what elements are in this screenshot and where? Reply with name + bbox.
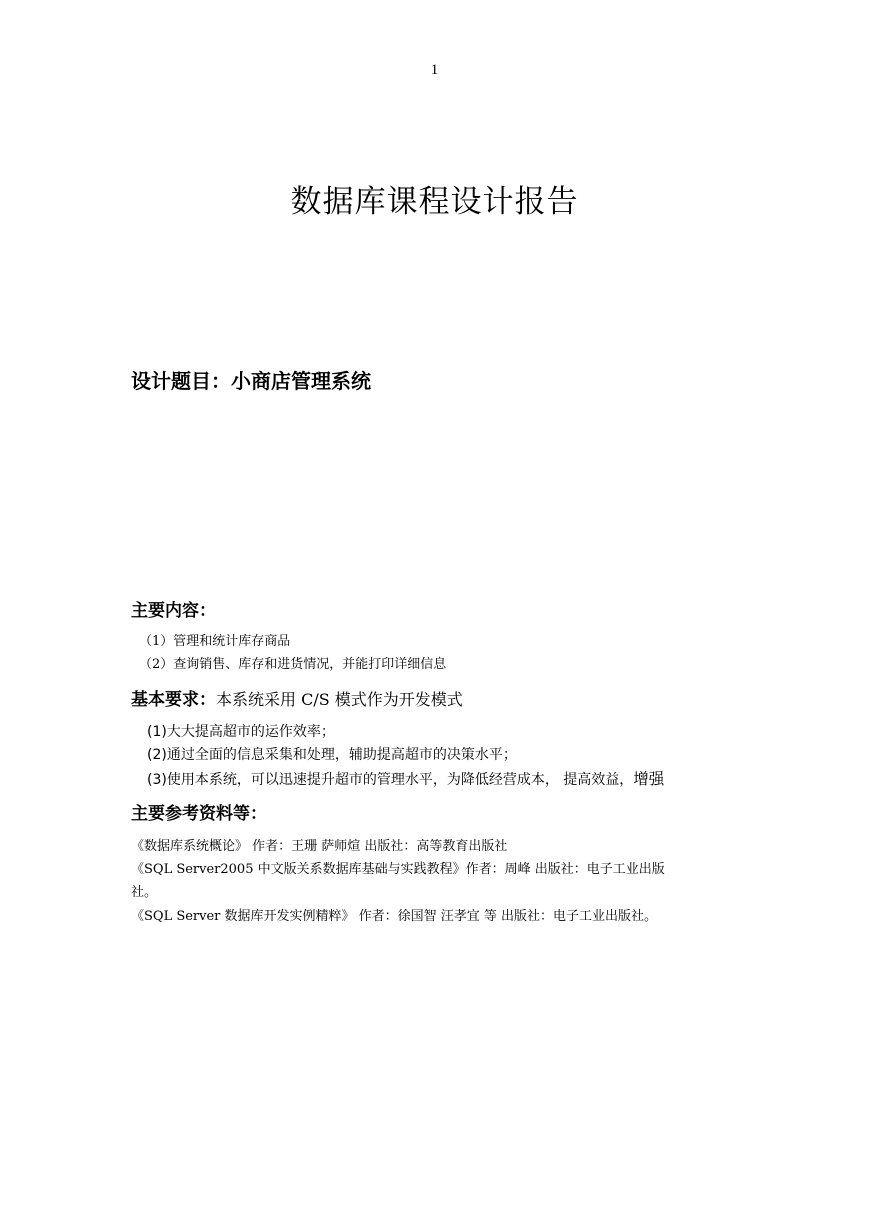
requirement-number: (3) xyxy=(147,772,167,788)
requirement-text: 通过全面的信息采集和处理，辅助提高超市的决策水平； xyxy=(166,747,517,763)
main-content-heading: 主要内容： xyxy=(131,601,216,621)
basic-requirements-line xyxy=(131,685,463,710)
basic-requirements-inline: 本系统采用 C/S 模式作为开发模式 xyxy=(216,690,463,709)
basic-requirements-heading: 基本要求： xyxy=(131,690,216,710)
requirement-item-3 xyxy=(147,767,664,789)
reference-line-3: 社。 xyxy=(131,885,158,900)
references-heading: 主要参考资料等： xyxy=(131,804,267,824)
requirement-number: (2) xyxy=(147,747,167,763)
page-number: 1 xyxy=(430,62,439,78)
requirement-text: 使用本系统，可以迅速提升超市的管理水平，为降低经营成本， 提高效益， xyxy=(166,772,634,788)
requirement-number: (1) xyxy=(147,724,167,740)
main-content-item-1: （1）管理和统计库存商品 xyxy=(139,634,291,649)
requirement-item-1 xyxy=(147,721,335,741)
main-content-item-2: （2）查询销售、库存和进货情况，并能打印详细信息 xyxy=(139,657,447,672)
document-title: 数据库课程设计报告 xyxy=(290,184,579,220)
requirement-item-2 xyxy=(147,744,517,764)
reference-line-2: 《SQL Server2005 中文版关系数据库基础与实践教程》作者：周峰 出版社：电子工业出版 xyxy=(131,862,665,877)
requirement-text: 大大提高超市的运作效率； xyxy=(166,724,335,740)
requirement-text-tail: 增强 xyxy=(633,770,665,788)
reference-line-4: 《SQL Server 数据库开发实例精粹》 作者：徐国智 汪孝宜 等 出版社：电子工业出版社。 xyxy=(131,909,658,924)
design-topic: 设计题目：小商店管理系统 xyxy=(131,369,371,393)
reference-line-1: 《数据库系统概论》 作者：王珊 萨师煊 出版社：高等教育出版社 xyxy=(131,839,508,854)
